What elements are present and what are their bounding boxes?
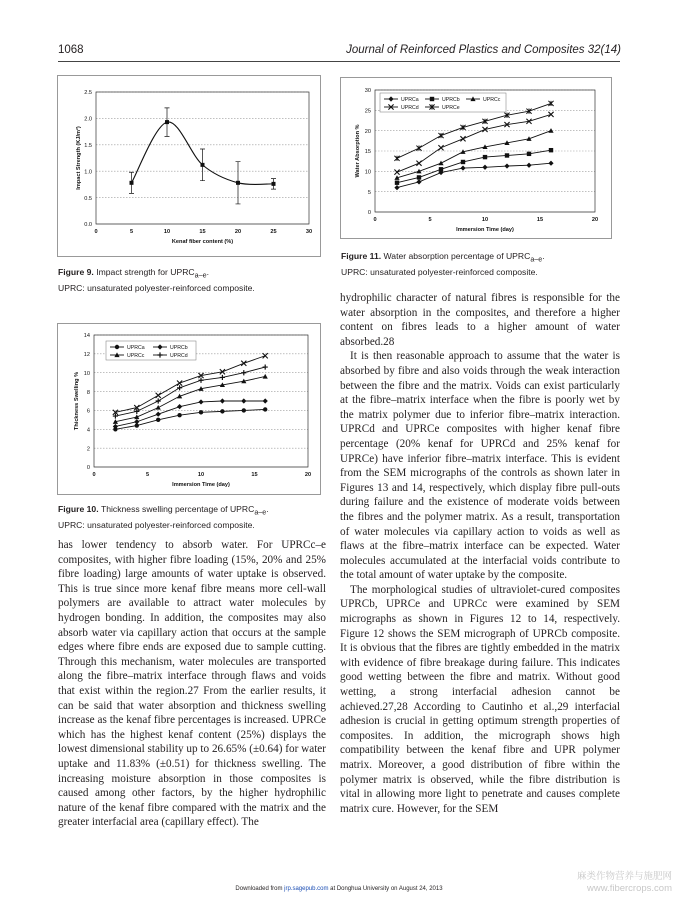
figure-9-chart: [57, 75, 321, 257]
legend-label: UPRCc: [483, 97, 501, 103]
water-absorption-chart: [341, 78, 611, 238]
x-axis-label: Immersion Time (day): [456, 227, 514, 233]
y-tick-label: 10: [83, 370, 90, 377]
x-tick-label: 0: [373, 217, 377, 223]
data-point-UPRCd: [263, 364, 268, 369]
data-point-UPRCe: [416, 146, 421, 151]
y-tick-label: 12: [83, 352, 90, 359]
data-point-UPRCa: [416, 179, 421, 184]
journal-title: Journal of Reinforced Plastics and Composites 32(14): [346, 44, 621, 56]
y-tick-label: 20: [364, 128, 371, 135]
x-tick-label: 5: [129, 229, 134, 235]
x-axis-label: Immersion Time (day): [172, 482, 230, 488]
y-tick-label: 2: [86, 446, 90, 453]
x-tick-label: 15: [199, 229, 206, 235]
data-point-UPRCd: [241, 370, 246, 375]
data-point-UPRCa: [394, 185, 399, 190]
y-tick-label: 5: [367, 189, 371, 196]
data-point: [201, 163, 205, 167]
figure-11-chart: [340, 77, 612, 239]
data-point-UPRCb: [395, 181, 399, 185]
x-axis-label: Kenaf fiber content (%): [171, 239, 234, 245]
data-point-UPRCe: [548, 101, 553, 106]
data-point-UPRCa: [199, 410, 203, 414]
y-tick-label: 0.5: [84, 195, 92, 202]
page-number: 1068: [58, 44, 84, 56]
data-point-UPRCb: [134, 419, 139, 424]
data-point-UPRCa: [504, 163, 509, 168]
data-point-UPRCb: [483, 155, 487, 159]
data-point-UPRCb: [156, 412, 161, 417]
left-paragraph-1: has lower tendency to absorb water. For UPRCc–e composites, with higher fibre loading (15%, 20% and 25% fibre loading) large amounts of water uptake is observed. This is true since more kenaf fibre means more cell-wall polymers are available to attract water molecules by hydrogen bonding. In addition, the composites may also absorb water via capillary action that occurs at the sample edges where fibre ends are exposed due to sample cutting. Through this mechanism, water molecules are transported along the fibre–matrix interface through flaws and voids that exist within the region.27 From the earlier results, it can be said that water absorption and thickness swelling increase as the kenaf fibre percentages is increased. UPRCe which has the highest kenaf content (25%) displays the lowest dimensional stability up to 26.65% (±0.64) for water uptake and 11.83% (±0.51) for thickness swelling. The increasing moisture absorption in those composites is caused among other factors, by the higher hydrophilic nature of the kenaf fibre compared with the matrix and the greater interfacial area (capillary effect). The: [58, 539, 326, 829]
data-point-UPRCa: [263, 407, 267, 411]
legend-marker: [430, 97, 434, 101]
x-tick-label: 0: [92, 472, 96, 478]
data-point-UPRCb: [461, 160, 465, 164]
data-point-UPRCa: [220, 409, 224, 413]
x-tick-label: 20: [234, 229, 242, 235]
x-tick-label: 10: [197, 472, 205, 478]
data-point-UPRCd: [548, 112, 553, 117]
data-point-UPRCa: [177, 413, 181, 417]
y-tick-label: 4: [86, 427, 90, 434]
left-column-text: [58, 538, 326, 830]
y-tick-label: 2.5: [84, 90, 92, 97]
data-point-UPRCd: [394, 170, 399, 175]
data-point-UPRCb: [198, 399, 203, 404]
x-tick-label: 25: [270, 229, 277, 235]
legend-label: UPRCd: [401, 105, 419, 111]
impact-strength-chart: [58, 76, 320, 256]
header-rule: [58, 61, 620, 62]
data-point: [272, 182, 276, 186]
data-point-UPRCe: [394, 156, 399, 161]
y-tick-label: 15: [364, 149, 371, 156]
right-column-text: [340, 291, 620, 816]
data-point-UPRCe: [438, 133, 443, 138]
footer-link[interactable]: jrp.sagepub.com: [284, 886, 329, 892]
data-point-UPRCe: [241, 361, 246, 366]
data-point-UPRCd: [460, 136, 465, 141]
legend-label: UPRCb: [442, 97, 460, 103]
x-tick-label: 10: [163, 229, 171, 235]
y-axis-label: Thickness Swelling %: [74, 371, 80, 431]
download-footer: Downloaded from jrp.sagepub.com at Donghua University on August 24, 2013: [235, 886, 443, 892]
data-point-UPRCa: [460, 165, 465, 170]
legend-marker: [115, 345, 119, 349]
y-tick-label: 6: [86, 408, 90, 415]
data-point-UPRCb: [549, 148, 553, 152]
figure-11-note: UPRC: unsaturated polyester-reinforced composite.: [341, 266, 538, 277]
y-tick-label: 2.0: [84, 116, 92, 123]
thickness-swelling-chart: [58, 324, 320, 494]
data-point-UPRCd: [156, 398, 161, 403]
data-point-UPRCe: [177, 380, 182, 385]
data-point-UPRCb: [417, 175, 421, 179]
y-tick-label: 0.0: [84, 222, 92, 229]
data-point-UPRCd: [416, 161, 421, 166]
figure-9-caption: Figure 9. Impact strength for $UPRC_{a-e}$. UPRC: unsaturated polyester-reinforced composite.: [58, 266, 320, 294]
y-tick-label: 0: [86, 465, 90, 472]
y-tick-label: 1.0: [84, 169, 92, 176]
y-tick-label: 14: [83, 333, 90, 340]
data-point-UPRCa: [548, 161, 553, 166]
watermark: 麻类作物营养与施肥网 www.fibercrops.com: [576, 871, 672, 894]
legend-label: UPRCc: [127, 353, 145, 359]
y-tick-label: 8: [86, 389, 90, 396]
x-tick-label: 10: [481, 217, 489, 223]
figure-10-chart: [57, 323, 321, 495]
x-tick-label: 20: [591, 217, 599, 223]
data-point-UPRCb: [241, 398, 246, 403]
figure-9-note: UPRC: unsaturated polyester-reinforced composite.: [58, 282, 255, 293]
legend-label: UPRCa: [401, 97, 419, 103]
legend-label: UPRCe: [442, 105, 460, 111]
data-point-UPRCb: [527, 152, 531, 156]
data-point-UPRCb: [263, 398, 268, 403]
right-paragraph-3: The morphological studies of ultraviolet-cured composites UPRCb, UPRCe and UPRCc were examined by SEM micrographs as shown in Figures 12 to 14, respectively. Figure 12 shows the SEM micrograph of UPRCb composite. It is obvious that the fibres are tightly embedded in the matrix with evidence of fibre breakage during failure. This indicates good wetting between the fibre and matrix. Without good wetting, a strong interfacial adhesion cannot be achieved.27,28 According to Cautinho et al.,29 interfacial adhesion is crucial in getting optimum strength properties of composites. In addition, the micrograph shows high compatibility between the kenaf fibre and UPR polymer matrix. Moreover, a good distribution of fibre within the polymer matrix is observed, while the fibre distribution is vital in allowing more light to penetrate and causes complete matrix cure. However, for the SEM: [340, 583, 620, 815]
right-paragraph-1: hydrophilic character of natural fibres is responsible for the water absorption in the composites, and therefore a higher content on fibres leads to a higher amount of water absorbed.28: [340, 292, 620, 348]
x-tick-label: 0: [94, 229, 98, 235]
y-tick-label: 30: [364, 88, 371, 95]
x-tick-label: 20: [304, 472, 312, 478]
data-point-UPRCe: [482, 119, 487, 124]
y-axis-label: Water Absorption %: [355, 124, 361, 178]
data-point-UPRCb: [505, 153, 509, 157]
data-point-UPRCb: [439, 167, 443, 171]
data-point: [236, 181, 240, 185]
data-point-UPRCd: [177, 385, 182, 390]
data-point-UPRCb: [220, 398, 225, 403]
legend-label: UPRCd: [170, 353, 188, 359]
data-point-UPRCd: [198, 378, 203, 383]
data-point-UPRCc: [438, 161, 443, 166]
legend-label: UPRCa: [127, 345, 145, 351]
data-point-UPRCa: [156, 418, 160, 422]
data-point-UPRCc: [263, 374, 268, 379]
x-tick-label: 5: [145, 472, 150, 478]
data-point-UPRCa: [526, 163, 531, 168]
data-point-UPRCc: [134, 414, 139, 419]
figure-11-caption: Figure 11. Water absorption percentage of $UPRC_{a-e}$. UPRC: unsaturated polyester-reinforced composite.: [341, 250, 619, 278]
y-axis-label: Impact Strength (KJ/m²): [76, 126, 82, 190]
data-point-UPRCe: [460, 125, 465, 130]
y-tick-label: 25: [364, 108, 371, 115]
figure-10-caption: Figure 10. Thickness swelling percentage of $UPRC_{a-e}$. UPRC: unsaturated polyester-reinforced composite.: [58, 503, 320, 531]
y-tick-label: 1.5: [84, 143, 92, 149]
data-point-UPRCe: [156, 393, 161, 398]
data-point: [130, 181, 134, 185]
right-paragraph-2: It is then reasonable approach to assume that the water is absorbed by fibre and also voids through the weak interaction between the fibre and the matrix. Voids can exist particularly at the fibre–matrix interface when the fibre is poorly wet by the matrix polymer due to inferior fibre–matrix interaction. UPRCd and UPRCe composites with higher kenaf fibre percentage (20% kenaf for UPRCd and 25% kenaf for UPRCe) have inferior fibre–matrix interface. This is evident from the SEM micrographs of the controls as shown later in Figures 13 and 14, respectively, which display fibre pull-outs during failure and the existence of moderate voids between the fibres and the polymer matrix. As a result, transportation of water molecules via capillary action to voids as well as flaws at the fibre–matrix interface can be expected. Water molecules accumulated at the interfacial voids contribute to the total amount of water uptake by the composite.: [340, 350, 620, 582]
data-point-UPRCc: [156, 405, 161, 410]
x-tick-label: 15: [536, 217, 544, 223]
x-tick-label: 5: [428, 217, 432, 223]
y-tick-label: 0: [367, 210, 371, 217]
y-tick-label: 10: [364, 169, 371, 176]
figure-10-note: UPRC: unsaturated polyester-reinforced composite.: [58, 519, 255, 530]
x-tick-label: 30: [305, 229, 313, 235]
data-point: [165, 120, 169, 124]
data-point-UPRCa: [242, 408, 246, 412]
data-point-UPRCd: [220, 375, 225, 380]
data-point-UPRCd: [438, 145, 443, 150]
legend-label: UPRCb: [170, 345, 188, 351]
data-point-UPRCb: [177, 404, 182, 409]
x-tick-label: 15: [251, 472, 258, 478]
data-point-UPRCa: [482, 165, 487, 170]
